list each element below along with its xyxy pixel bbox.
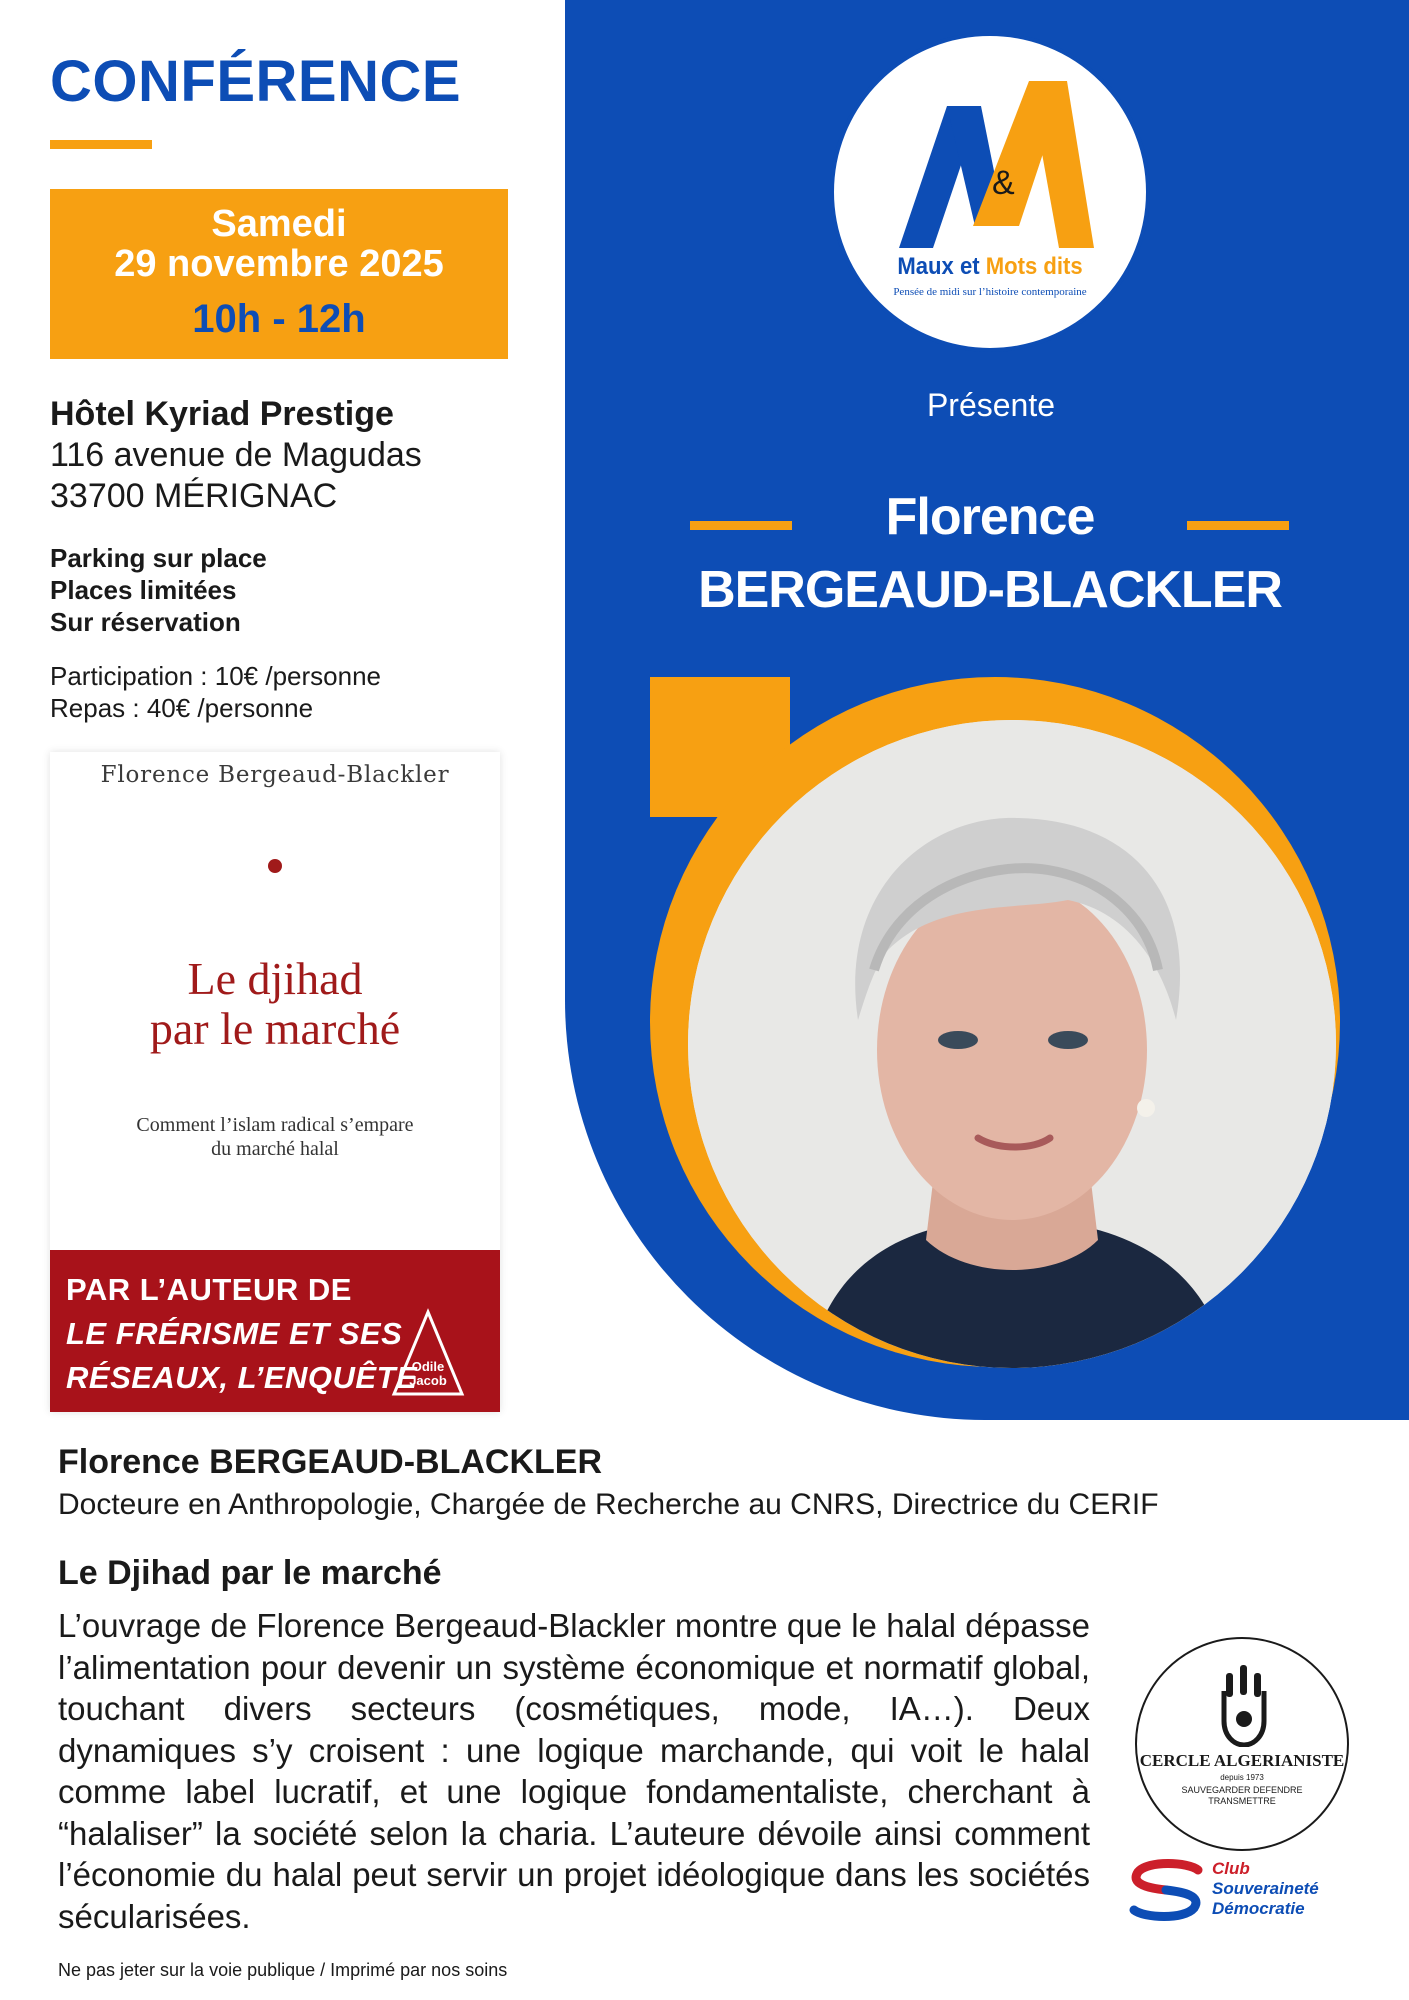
- cercle-algerianiste-logo: [1135, 1637, 1349, 1851]
- venue-street: 116 avenue de Magudas: [50, 436, 422, 474]
- book-heading: Le Djihad par le marché: [58, 1554, 442, 1592]
- book-cover: [50, 752, 500, 1412]
- speaker-portrait-illustration: [688, 720, 1336, 1368]
- speaker-full-name: Florence BERGEAUD-BLACKLER: [58, 1443, 603, 1481]
- speaker-role: Docteure en Anthropologie, Chargée de Recherche au CNRS, Directrice du CERIF: [58, 1488, 1159, 1521]
- speaker-last-name: BERGEAUD-BLACKLER: [698, 561, 1282, 619]
- book-cover-title-line: par le marché: [149, 1003, 401, 1054]
- cercle-name: CERCLE ALGERIANISTE: [1139, 1751, 1345, 1770]
- speaker-first-name: Florence: [885, 488, 1095, 546]
- presents-label: Présente: [926, 387, 1056, 423]
- logo-name-part2: Mots dits: [985, 253, 1083, 280]
- publisher-line: Jacob: [409, 1373, 447, 1388]
- book-cover-dot: [268, 859, 282, 873]
- speaker-photo: [688, 720, 1336, 1368]
- club-line: Démocratie: [1212, 1899, 1305, 1918]
- cercle-since: depuis 1973: [1220, 1773, 1264, 1782]
- organizer-logo: [830, 32, 1150, 352]
- event-time: 10h - 12h: [192, 297, 366, 341]
- book-description: L’ouvrage de Florence Bergeaud-Blackler montre que le halal dépasse l’alimentation pour devenir un système économique et normatif global, touchant divers secteurs (cosmétiques, mode, IA…). Deux dynamiques s’y croisent : une logique marchande, qui voit le halal comme label lucratif, et une logique fondamentaliste, cherchant à “halaliser” la société selon la charia. L’auteure dévoile ainsi comment l’économie du halal peut servir un projet idéologique dans les sociétés sécularisées.: [58, 1607, 1090, 1935]
- book-cover-subtitle-line: Comment l’islam radical s’empare: [136, 1114, 414, 1136]
- cercle-motto: SAUVEGARDER DEFENDRE: [1181, 1785, 1303, 1795]
- publisher-name: [402, 1360, 454, 1388]
- club-line: Club: [1212, 1859, 1250, 1878]
- book-band-line: PAR L’AUTEUR DE: [66, 1272, 352, 1307]
- book-cover-title-line: Le djihad: [187, 953, 363, 1004]
- book-band-line: LE FRÉRISME ET SES: [66, 1316, 403, 1351]
- club-souverainete-s-icon: [1128, 1858, 1204, 1922]
- reservation-info: Sur réservation: [50, 607, 241, 637]
- title-underline: [50, 140, 152, 149]
- mm-monogram-icon: [889, 76, 1099, 251]
- limited-seats-info: Places limitées: [50, 575, 237, 605]
- event-day: Samedi: [211, 203, 347, 245]
- logo-brand-name: [846, 253, 1133, 281]
- venue-city: 33700 MÉRIGNAC: [50, 477, 338, 515]
- book-cover-red-band: [50, 1250, 500, 1412]
- event-date: 29 novembre 2025: [114, 243, 444, 285]
- logo-ampersand: &: [992, 164, 1015, 202]
- footer-note: Ne pas jeter sur la voie publique / Imprimé par nos soins: [58, 1960, 508, 1980]
- parking-info: Parking sur place: [50, 543, 267, 573]
- logo-tagline: Pensée de midi sur l’histoire contemporaine: [893, 286, 1087, 298]
- book-cover-author: Florence Bergeaud-Blackler: [100, 762, 450, 788]
- book-band-line: RÉSEAUX, L’ENQUÊTE: [66, 1360, 418, 1395]
- meal-price: Repas : 40€ /personne: [50, 693, 314, 723]
- conference-title: CONFÉRENCE: [50, 49, 462, 114]
- date-box: [50, 189, 508, 359]
- cercle-motto: TRANSMETTRE: [1208, 1796, 1276, 1806]
- club-line: Souveraineté: [1212, 1879, 1319, 1898]
- hamsa-hand-icon: [1214, 1661, 1274, 1747]
- participation-price: Participation : 10€ /personne: [50, 661, 381, 691]
- book-cover-subtitle-line: du marché halal: [211, 1138, 339, 1160]
- logo-name-part1: Maux et: [897, 253, 986, 280]
- publisher-line: Odile: [411, 1359, 445, 1374]
- venue-name: Hôtel Kyriad Prestige: [50, 395, 394, 433]
